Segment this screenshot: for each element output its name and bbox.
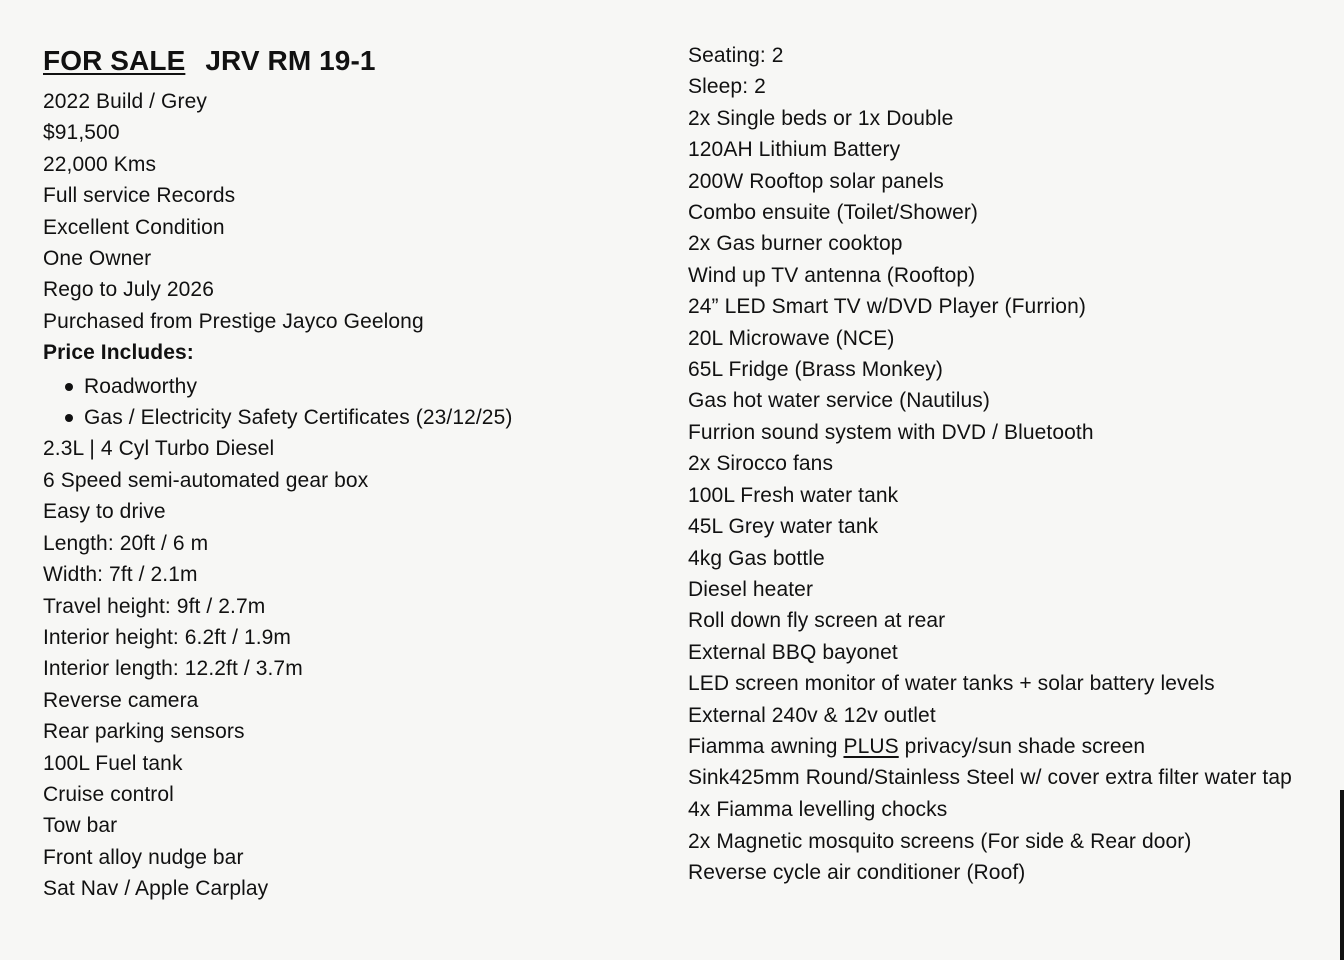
feature-line: Combo ensuite (Toilet/Shower): [688, 201, 979, 225]
feature-line: Gas hot water service (Nautilus): [688, 389, 990, 413]
feature-line: Roll down fly screen at rear: [688, 609, 946, 633]
awning-text-start: Fiamma awning: [688, 734, 844, 758]
spec-line: Length: 20ft / 6 m: [43, 531, 209, 555]
spec-line: 22,000 Kms: [43, 152, 157, 176]
feature-line: LED screen monitor of water tanks + solar battery levels: [688, 672, 1215, 696]
spec-line: Interior length: 12.2ft / 3.7m: [43, 657, 303, 681]
list-item: [63, 402, 663, 433]
spec-line: Cruise control: [43, 782, 174, 806]
feature-line: Seating: 2: [688, 44, 784, 67]
for-sale-heading: FOR SALE: [43, 45, 186, 76]
page-title: [43, 44, 663, 78]
feature-line: Sleep: 2: [688, 75, 766, 99]
spec-line: Width: 7ft / 2.1m: [43, 563, 198, 587]
feature-line: 100L Fresh water tank: [688, 483, 899, 507]
spec-line: Rego to July 2026: [43, 278, 214, 302]
feature-line: 2x Single beds or 1x Double: [688, 106, 954, 130]
feature-line: 24” LED Smart TV w/DVD Player (Furrion): [688, 295, 1086, 319]
feature-line: 4x Fiamma levelling chocks: [688, 798, 948, 822]
price-line: $91,500: [43, 121, 120, 145]
spec-line: Tow bar: [43, 814, 118, 838]
spec-line: Reverse camera: [43, 688, 199, 712]
bullet-text: Gas / Electricity Safety Certificates (23/12/25): [84, 406, 513, 430]
spec-line: Sat Nav / Apple Carplay: [43, 877, 269, 901]
feature-line: 45L Grey water tank: [688, 515, 879, 539]
spec-line: Easy to drive: [43, 500, 166, 524]
spec-line: Rear parking sensors: [43, 720, 245, 744]
spec-line: Purchased from Prestige Jayco Geelong: [43, 309, 424, 333]
feature-line: External BBQ bayonet: [688, 640, 898, 664]
spec-line: 6 Speed semi-automated gear box: [43, 468, 369, 492]
feature-line: Furrion sound system with DVD / Bluetooth: [688, 420, 1094, 444]
spec-line: Front alloy nudge bar: [43, 845, 244, 869]
price-includes-list: [43, 371, 663, 434]
spec-line: 2022 Build / Grey: [43, 90, 207, 113]
spec-line: Full service Records: [43, 184, 236, 208]
model-name: JRV RM 19-1: [205, 45, 376, 76]
spec-line: 2.3L | 4 Cyl Turbo Diesel: [43, 437, 275, 461]
spec-line: 100L Fuel tank: [43, 751, 183, 775]
spec-line: Travel height: 9ft / 2.7m: [43, 594, 266, 618]
feature-line: Reverse cycle air conditioner (Roof): [688, 861, 1026, 885]
feature-line: 120AH Lithium Battery: [688, 138, 901, 162]
feature-line: Diesel heater: [688, 577, 814, 601]
left-column: [43, 0, 663, 905]
awning-plus-text: PLUS: [843, 734, 899, 758]
spec-line: One Owner: [43, 247, 152, 271]
feature-line: 2x Magnetic mosquito screens (For side & Rear door): [688, 829, 1192, 853]
awning-line: [688, 731, 1328, 762]
bullet-icon: [65, 383, 73, 391]
list-item: [63, 371, 663, 402]
spec-line: Excellent Condition: [43, 215, 225, 239]
price-includes-heading: Price Includes:: [43, 341, 194, 365]
feature-line: 200W Rooftop solar panels: [688, 169, 944, 193]
feature-line: 4kg Gas bottle: [688, 546, 825, 570]
feature-line: 2x Sirocco fans: [688, 452, 834, 476]
feature-line: External 240v & 12v outlet: [688, 703, 936, 727]
feature-line: 65L Fridge (Brass Monkey): [688, 358, 943, 382]
feature-line: Wind up TV antenna (Rooftop): [688, 263, 976, 287]
scan-edge-mark: [1340, 790, 1344, 960]
bullet-text: Roadworthy: [84, 374, 198, 398]
sink-line: Sink425mm Round/Stainless Steel w/ cover extra filter water tap: [688, 766, 1292, 790]
spec-line: Interior height: 6.2ft / 1.9m: [43, 625, 292, 649]
feature-line: 2x Gas burner cooktop: [688, 232, 903, 256]
right-column: [688, 40, 1328, 889]
feature-line: 20L Microwave (NCE): [688, 326, 895, 350]
awning-text-end: privacy/sun shade screen: [898, 734, 1146, 758]
bullet-icon: [65, 414, 73, 422]
